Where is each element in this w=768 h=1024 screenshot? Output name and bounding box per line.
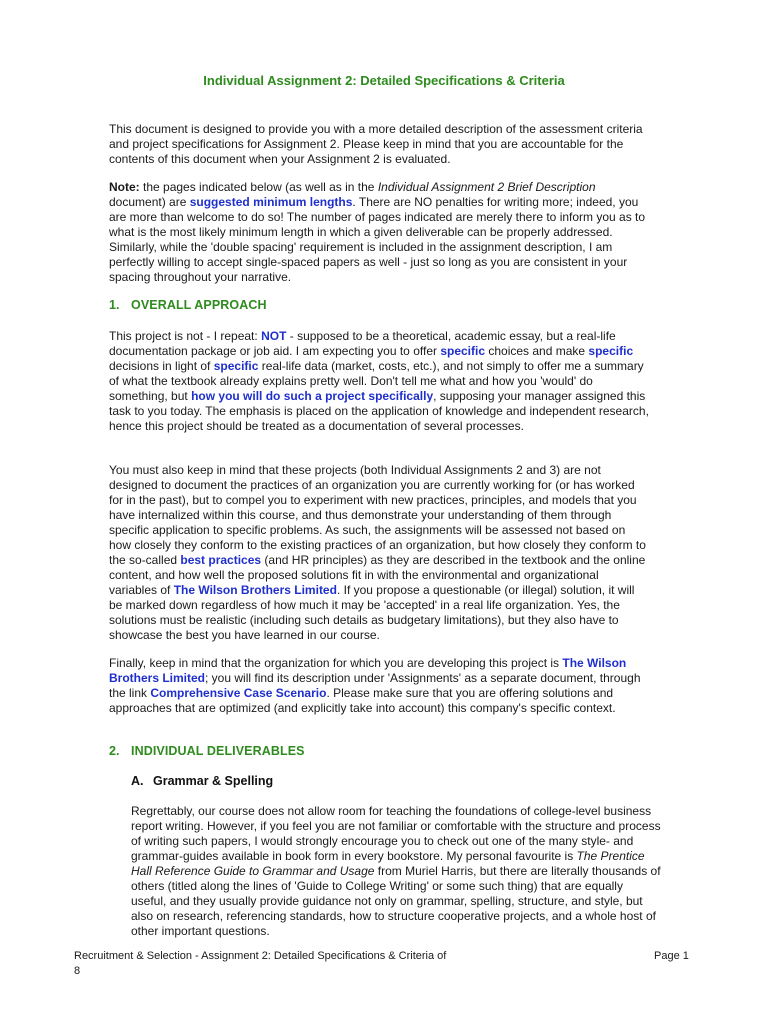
note-label: Note:: [109, 180, 140, 194]
approach-paragraph-2: You must also keep in mind that these projects (both Individual Assignments 2 and 3) are not designed to document the practices of an organization you are currently working for (or has worked for in the past), but to compel you to experiment with new practices, principles, and models that you have internalized within this course, and thus demonstrate your understanding of them through specific application to specific problems. As such, the assignments will be assessed not based on how closely they conform to the existing practices of an organization, but how closely they conform to the so-called best practices (and HR principles) as they are described in the textbook and the online content, and how well the proposed solutions fit in with the environmental and organizational variables of The Wilson Brothers Limited. If you propose a questionable (or illegal) solution, it will be marked down regardless of how much it may be 'accepted' in a real life organization. Yes, the solutions must be realistic (including such details as budgetary limitations), but they also have to showcase the best you have learned in our course.: [109, 463, 646, 642]
note-emphasis: suggested minimum lengths: [189, 195, 353, 209]
intro-paragraph: This document is designed to provide you with a more detailed description of the assessment criteria and project specifications for Assignment 2. Please keep in mind that you are accountable for the contents of this document when your Assignment 2 is evaluated.: [109, 122, 643, 166]
subsection-heading-grammar: A. Grammar & Spelling: [131, 774, 274, 788]
document-title: Individual Assignment 2: Detailed Specifications & Criteria: [203, 73, 565, 88]
grammar-paragraph: Regrettably, our course does not allow room for teaching the foundations of college-level business report writing. However, if you feel you are not familiar or comfortable with the structure and process of writing such papers, I would strongly encourage you to check out one of the many style- and grammar-guides available in book form in every bookstore. My personal favourite is The Prentice Hall Reference Guide to Grammar and Usage from Muriel Harris, but there are literally thousands of others (titled along the lines of 'Guide to College Writing' or some such thing) that are equally useful, and they usually provide guidance not only on grammar, spelling, structure, and style, but also on research, referencing standards, how to structure cooperative projects, and a whole host of other important questions.: [131, 804, 661, 938]
note-paragraph: Note: the pages indicated below (as well as in the Individual Assignment 2 Brief Description document) are suggested minimum lengths. There are NO penalties for writing more; indeed, you are more than welcome to do so! The number of pages indicated are merely there to inform you as to what is the most likely minimum length in which a given deliverable can be properly addressed. Similarly, while the 'double spacing' requirement is included in the assignment description, I am perfectly willing to accept single-spaced papers as well - just so long as you are consistent in your spacing throughout your narrative.: [109, 180, 646, 284]
approach-paragraph-1: This project is not - I repeat: NOT - supposed to be a theoretical, academic essay, but a real-life documentation package or job aid. I am expecting you to offer specific choices and make specific decisions in light of specific real-life data (market, costs, etc.), and not simply to offer me a summary of what the textbook already explains pretty well. Don't tell me what and how you 'would' do something, but how you will do such a project specifically, supposing your manager assigned this task to you today. The emphasis is placed on the application of knowledge and independent research, hence this project should be treated as a documentation of several processes.: [109, 329, 649, 433]
footer-running-title: Recruitment & Selection - Assignment 2: Detailed Specifications & Criteria of 8: [74, 950, 447, 977]
footer-page-number: Page 1: [654, 950, 689, 962]
section-heading-individual-deliverables: 2. INDIVIDUAL DELIVERABLES: [109, 744, 305, 758]
approach-paragraph-3: Finally, keep in mind that the organization for which you are developing this project is The Wilson Brothers Limited; you will find its description under 'Assignments' as a separate document, through the link Comprehensive Case Scenario. Please make sure that you are offering solutions and approaches that are optimized (and explicitly take into account) this company's specific context.: [109, 656, 641, 715]
section-heading-overall-approach: 1. OVERALL APPROACH: [109, 298, 267, 312]
note-doc-title: Individual Assignment 2 Brief Description: [377, 180, 596, 194]
book-title: The Prentice Hall Reference Guide to Grammar and Usage: [131, 849, 645, 878]
